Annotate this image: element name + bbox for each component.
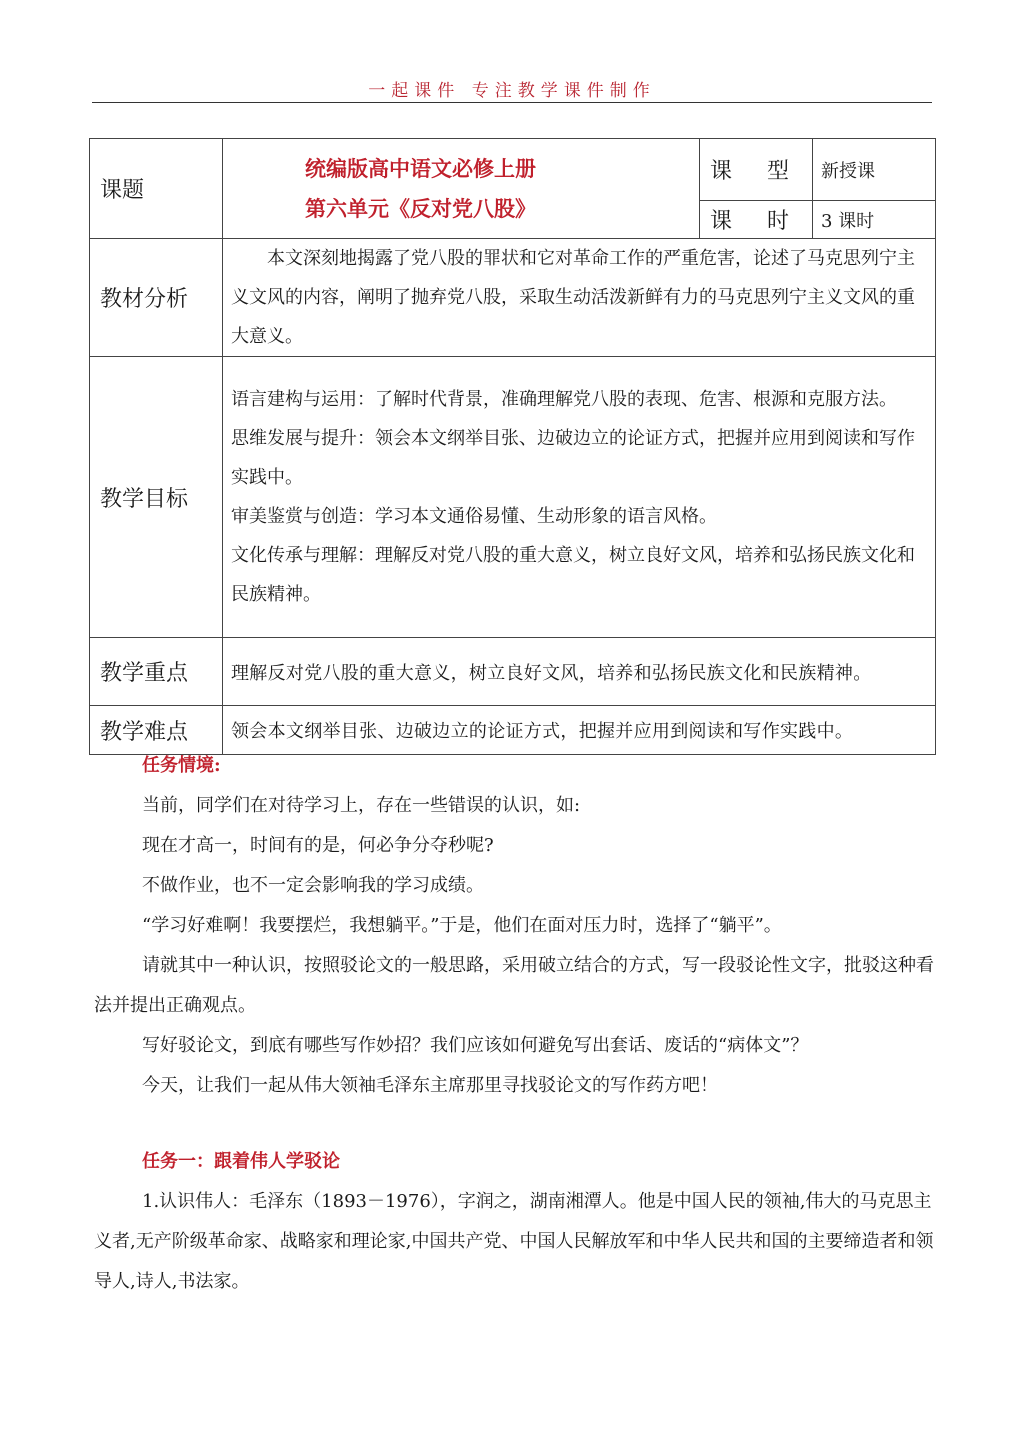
- difficulty-label: 教学难点: [90, 706, 223, 755]
- task-context-section: [94, 746, 934, 1106]
- context-line: “学习好难啊！我要摆烂，我想躺平。”于是，他们在面对压力时，选择了“躺平”。: [142, 915, 782, 936]
- topic-label: 课题: [90, 139, 223, 239]
- title-line-2: 第六单元《反对党八股》: [305, 195, 536, 221]
- task-one-section: [94, 1142, 934, 1302]
- context-heading: 任务情境:: [142, 755, 221, 776]
- focus-label: 教学重点: [90, 638, 223, 706]
- header-divider: [92, 102, 932, 103]
- type-value: 新授课: [813, 139, 936, 201]
- focus-text: 理解反对党八股的重大意义，树立良好文风，培养和弘扬民族文化和民族精神。: [223, 638, 936, 706]
- context-closing: 写好驳论文，到底有哪些写作妙招？我们应该如何避免写出套话、废话的“病体文”？: [142, 1035, 809, 1056]
- goal-item: 审美鉴赏与创造：学习本文通俗易懂、生动形象的语言风格。: [231, 506, 717, 527]
- context-line: 当前，同学们在对待学习上，存在一些错误的认识，如:: [142, 795, 581, 816]
- analysis-cell: [223, 239, 936, 357]
- context-line: 现在才高一，时间有的是，何必争分夺秒呢?: [142, 835, 494, 856]
- hours-label: 课 时: [700, 201, 813, 239]
- context-closing: 今天，让我们一起从伟大领袖毛泽东主席那里寻找驳论文的写作药方吧！: [142, 1075, 718, 1096]
- lesson-plan-table: [89, 138, 936, 755]
- goals-cell: [223, 357, 936, 638]
- analysis-text: 本文深刻地揭露了党八股的罪状和它对革命工作的严重危害，论述了马克思列宁主义文风的内容，阐明了抛弃党八股，采取生动活泼新鲜有力的马克思列宁主义文风的重大意义。: [231, 248, 915, 347]
- goal-item: 语言建构与运用：了解时代背景，准确理解党八股的表现、危害、根源和克服方法。: [231, 389, 897, 410]
- hours-value: 3 课时: [813, 201, 936, 239]
- goal-item: 文化传承与理解：理解反对党八股的重大意义，树立良好文风，培养和弘扬民族文化和民族精神。: [231, 545, 915, 605]
- goal-item: 思维发展与提升：领会本文纲举目张、边破边立的论证方式，把握并应用到阅读和写作实践中。: [231, 428, 915, 488]
- title-line-1: 统编版高中语文必修上册: [305, 155, 536, 181]
- context-line: 不做作业，也不一定会影响我的学习成绩。: [142, 875, 484, 896]
- lesson-title: [223, 139, 700, 239]
- page-header: 一起课件 专注教学课件制作: [368, 81, 656, 101]
- type-label: 课 型: [700, 139, 813, 201]
- analysis-label: 教材分析: [90, 239, 223, 357]
- context-paragraph: 请就其中一种认识，按照驳论文的一般思路，采用破立结合的方式，写一段驳论性文字，批驳这种看法并提出正确观点。: [94, 955, 934, 1016]
- difficulty-text: 领会本文纲举目张、边破边立的论证方式，把握并应用到阅读和写作实践中。: [223, 706, 936, 755]
- goals-label: 教学目标: [90, 357, 223, 638]
- task-one-heading: 任务一：跟着伟人学驳论: [142, 1151, 340, 1172]
- task-one-paragraph: 1.认识伟人：毛泽东（1893－1976），字润之，湖南湘潭人。他是中国人民的领袖,伟大的马克思主义者,无产阶级革命家、战略家和理论家,中国共产党、中国人民解放军和中华人民共和国的主要缔造者和领导人,诗人,书法家。: [94, 1191, 934, 1292]
